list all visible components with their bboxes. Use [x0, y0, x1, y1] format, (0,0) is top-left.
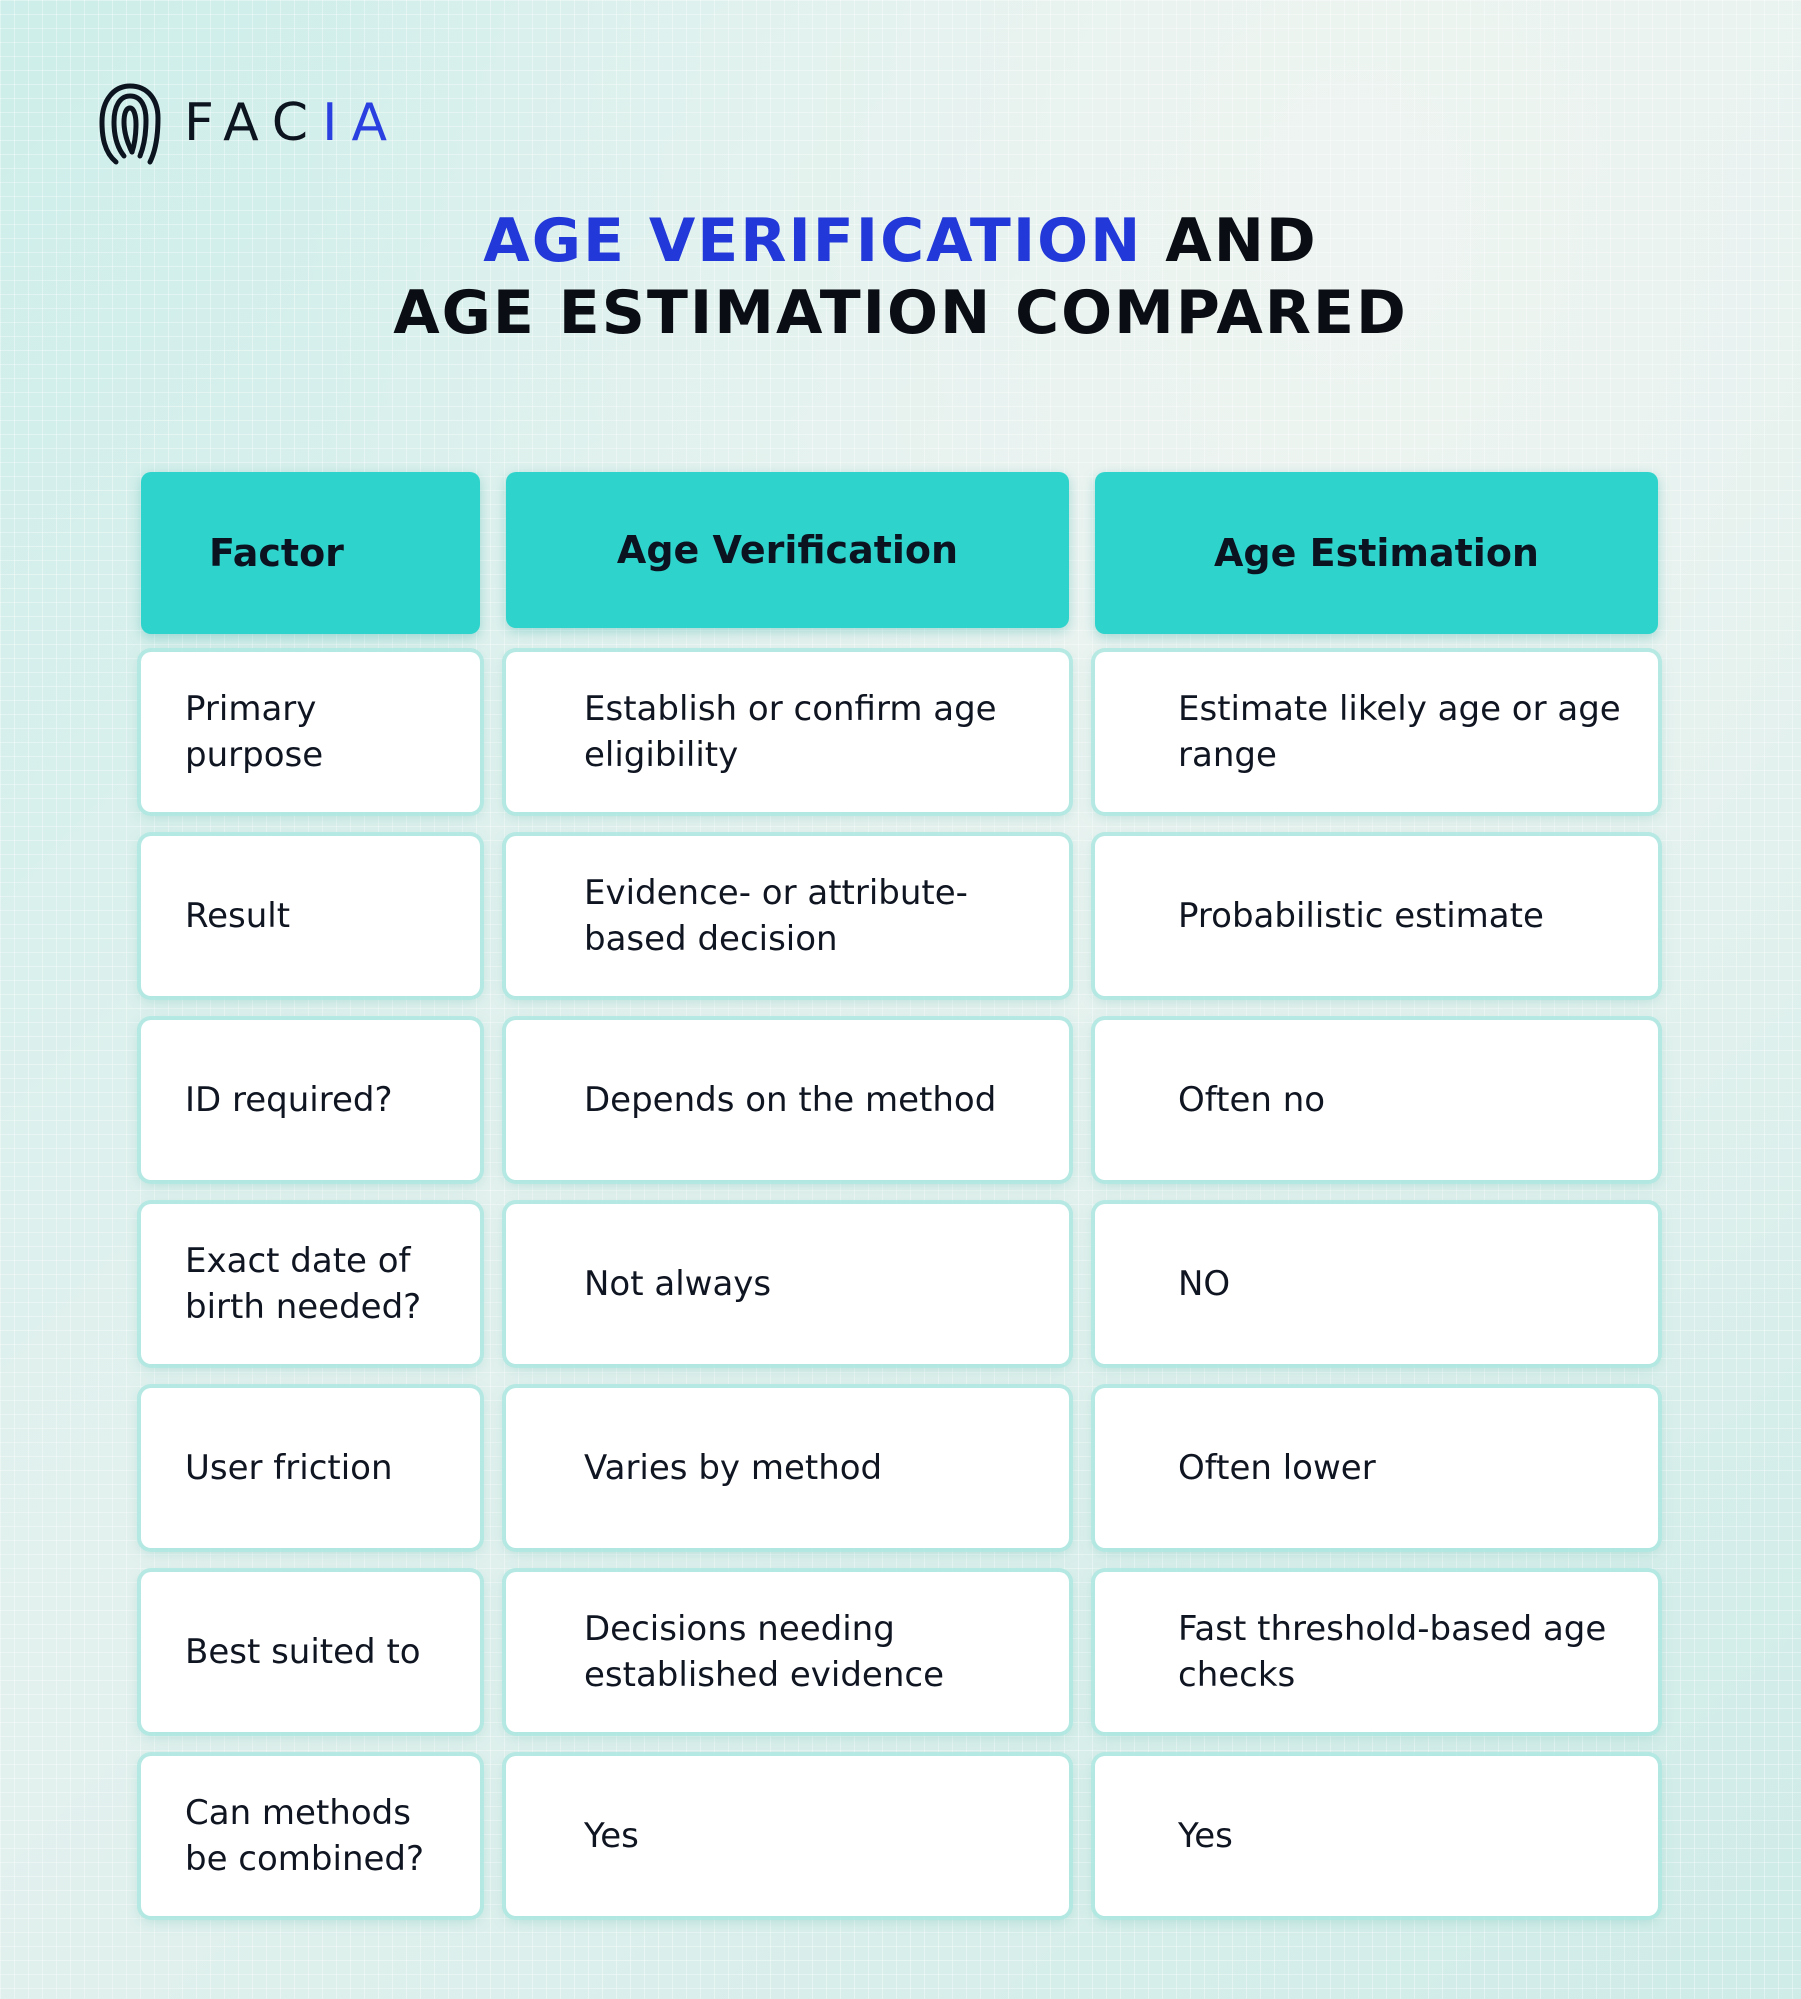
estimation-cell — [1095, 1388, 1658, 1548]
cell-text: Often no — [1178, 1080, 1326, 1120]
estimation-cell — [1095, 1572, 1658, 1732]
title-highlight: AGE VERIFICATION — [483, 206, 1143, 276]
header-age-verification: Age Verification — [506, 472, 1069, 628]
cell-text: Exact date of birth needed? — [185, 1241, 422, 1327]
estimation-cell — [1095, 652, 1658, 812]
cell-text: Decisions needing established evidence — [584, 1609, 944, 1695]
verification-cell — [506, 1388, 1069, 1548]
header-factor: Factor — [141, 472, 480, 634]
estimation-cell — [1095, 836, 1658, 996]
page-title — [0, 204, 1801, 278]
verification-cell — [506, 1020, 1069, 1180]
cell-text: Primary purpose — [185, 689, 324, 775]
verification-cell — [506, 652, 1069, 812]
cell-text: Result — [185, 896, 291, 936]
cell-text: Not always — [584, 1264, 772, 1304]
cell-text: Yes — [584, 1816, 639, 1856]
factor-cell — [141, 1572, 480, 1732]
factor-cell — [141, 652, 480, 812]
cell-text: Varies by method — [584, 1448, 883, 1488]
verification-cell — [506, 1756, 1069, 1916]
page-title-line2: AGE ESTIMATION COMPARED — [393, 278, 1408, 348]
cell-text: Often lower — [1178, 1448, 1376, 1488]
title-connector: AND — [1142, 206, 1318, 276]
logo-wordmark: FACIA — [184, 93, 402, 153]
cell-text: Yes — [1178, 1816, 1233, 1856]
verification-cell — [506, 1572, 1069, 1732]
facia-logo — [96, 78, 401, 168]
verification-cell — [506, 836, 1069, 996]
estimation-cell — [1095, 1204, 1658, 1364]
cell-text: Estimate likely age or age range — [1178, 689, 1621, 775]
verification-cell — [506, 1204, 1069, 1364]
cell-text: Best suited to — [185, 1632, 421, 1672]
cell-text: ID required? — [185, 1080, 393, 1120]
factor-cell — [141, 1020, 480, 1180]
fingerprint-icon — [96, 78, 166, 168]
factor-cell — [141, 1756, 480, 1916]
cell-text: User friction — [185, 1448, 393, 1488]
estimation-cell — [1095, 1020, 1658, 1180]
cell-text: Probabilistic estimate — [1178, 896, 1544, 936]
header-age-estimation: Age Estimation — [1095, 472, 1658, 634]
cell-text: Can methods be combined? — [185, 1793, 425, 1879]
estimation-cell — [1095, 1756, 1658, 1916]
factor-cell — [141, 836, 480, 996]
factor-cell — [141, 1204, 480, 1364]
cell-text: NO — [1178, 1264, 1231, 1304]
cell-text: Evidence- or attribute-based decision — [584, 873, 968, 959]
cell-text: Establish or confirm age eligibility — [584, 689, 997, 775]
cell-text: Depends on the method — [584, 1080, 997, 1120]
cell-text: Fast threshold-based age checks — [1178, 1609, 1607, 1695]
factor-cell — [141, 1388, 480, 1548]
